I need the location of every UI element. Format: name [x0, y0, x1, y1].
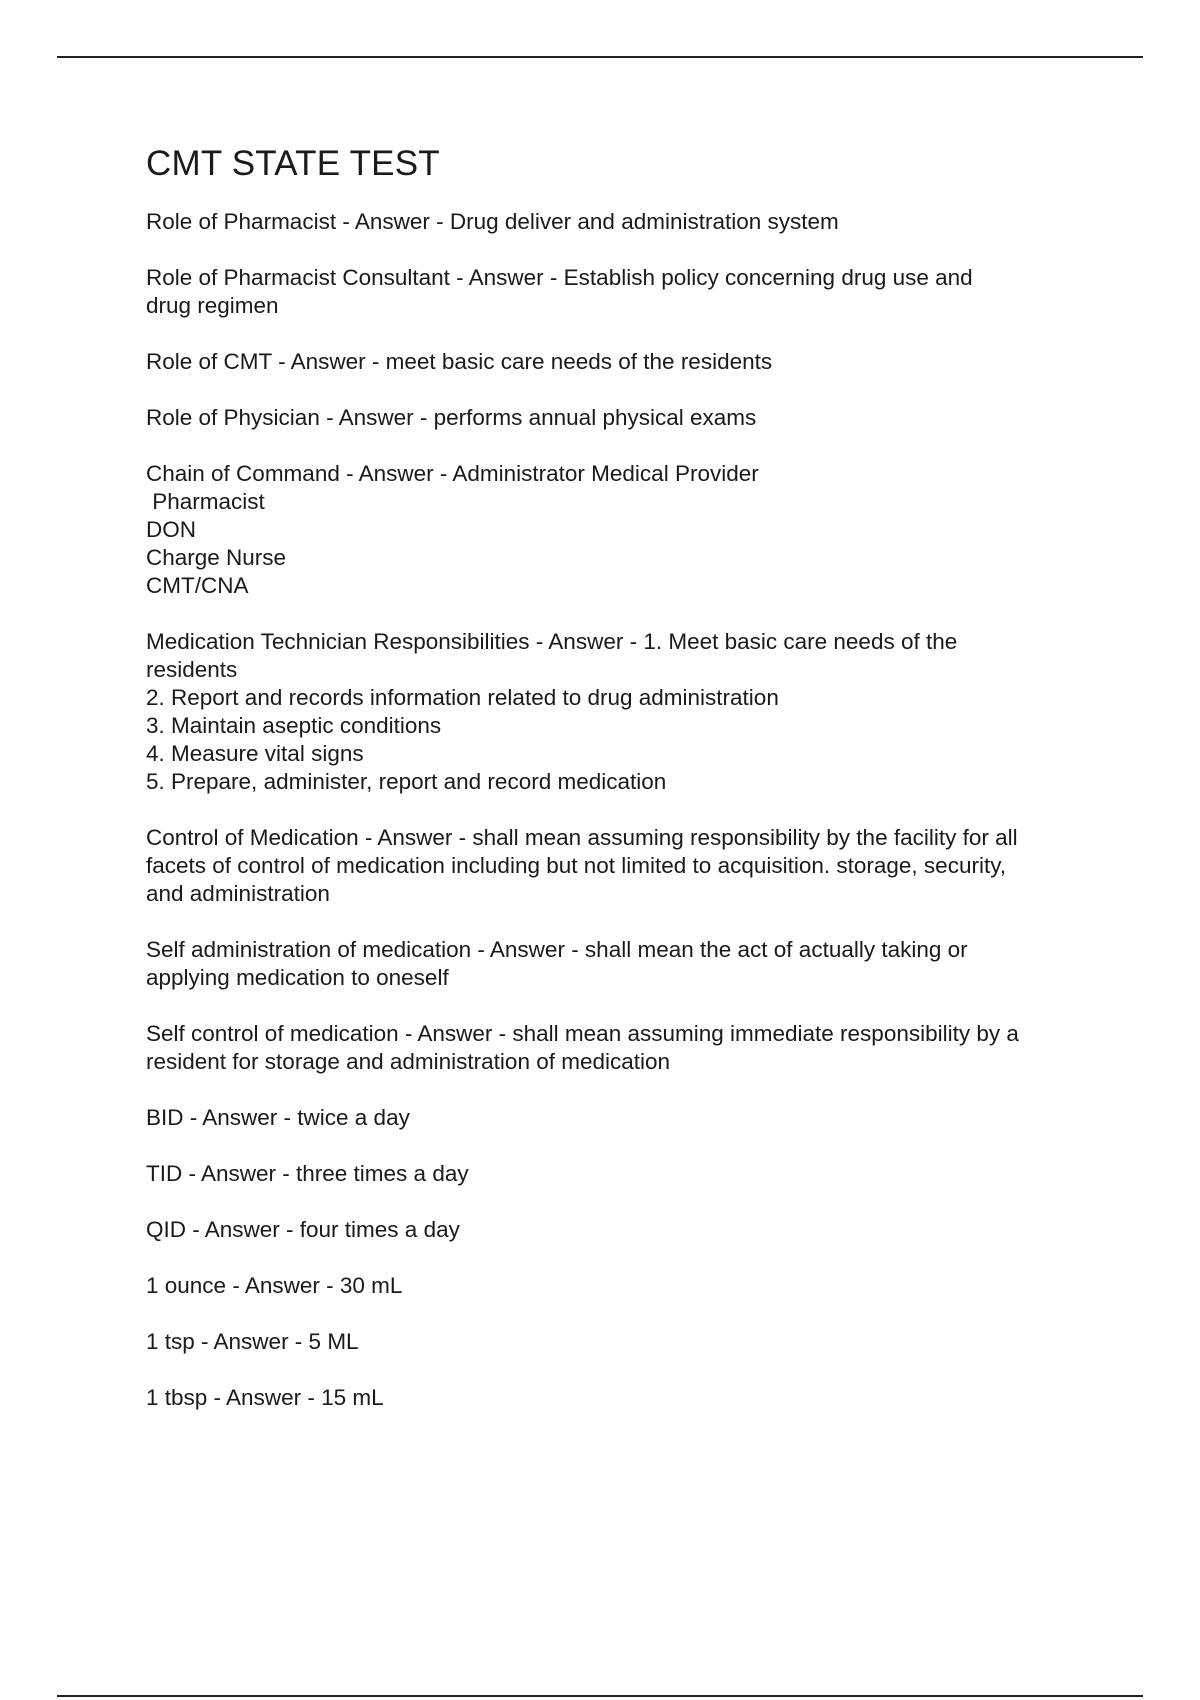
qa-entry: [146, 936, 1106, 992]
qa-line: resident for storage and administration of medication: [146, 1049, 671, 1074]
qa-line: Medication Technician Responsibilities - Answer - 1. Meet basic care needs of the: [146, 629, 958, 654]
qa-line: 3. Maintain aseptic conditions: [146, 713, 442, 738]
qa-entry: [146, 264, 1106, 320]
qa-line: Pharmacist: [146, 489, 265, 514]
qa-entry: [146, 208, 1106, 236]
qa-list: [146, 208, 1106, 1412]
qa-line: Role of Pharmacist - Answer - Drug deliver and administration system: [146, 209, 839, 234]
qa-line: residents: [146, 657, 238, 682]
qa-entry: [146, 628, 1106, 796]
qa-line: 1 ounce - Answer - 30 mL: [146, 1273, 403, 1298]
qa-entry: [146, 1216, 1106, 1244]
qa-line: 1 tsp - Answer - 5 ML: [146, 1329, 359, 1354]
qa-line: drug regimen: [146, 293, 279, 318]
qa-line: DON: [146, 517, 196, 542]
qa-line: Control of Medication - Answer - shall mean assuming responsibility by the facility for all: [146, 825, 1018, 850]
top-divider: [57, 56, 1143, 58]
qa-entry: [146, 1160, 1106, 1188]
qa-line: TID - Answer - three times a day: [146, 1161, 469, 1186]
qa-line: CMT/CNA: [146, 573, 249, 598]
qa-entry: [146, 1384, 1106, 1412]
qa-entry: [146, 404, 1106, 432]
qa-entry: [146, 1104, 1106, 1132]
qa-line: BID - Answer - twice a day: [146, 1105, 410, 1130]
qa-line: QID - Answer - four times a day: [146, 1217, 460, 1242]
qa-line: Role of Physician - Answer - performs annual physical exams: [146, 405, 757, 430]
qa-entry: [146, 348, 1106, 376]
qa-line: Self control of medication - Answer - shall mean assuming immediate responsibility by a: [146, 1021, 1019, 1046]
qa-entry: [146, 460, 1106, 600]
qa-line: 1 tbsp - Answer - 15 mL: [146, 1385, 384, 1410]
qa-entry: [146, 824, 1106, 908]
qa-line: Chain of Command - Answer - Administrator Medical Provider: [146, 461, 759, 486]
qa-line: 5. Prepare, administer, report and record medication: [146, 769, 667, 794]
bottom-divider: [57, 1695, 1143, 1697]
qa-line: applying medication to oneself: [146, 965, 449, 990]
qa-entry: [146, 1272, 1106, 1300]
qa-entry: [146, 1328, 1106, 1356]
qa-line: Role of CMT - Answer - meet basic care needs of the residents: [146, 349, 773, 374]
qa-line: Role of Pharmacist Consultant - Answer - Establish policy concerning drug use and: [146, 265, 973, 290]
qa-line: Charge Nurse: [146, 545, 287, 570]
document-body: [146, 140, 1106, 1440]
qa-line: 4. Measure vital signs: [146, 741, 364, 766]
qa-line: Self administration of medication - Answer - shall mean the act of actually taking or: [146, 937, 968, 962]
qa-entry: [146, 1020, 1106, 1076]
qa-line: 2. Report and records information related to drug administration: [146, 685, 779, 710]
document-title: CMT STATE TEST: [146, 144, 440, 183]
qa-line: and administration: [146, 881, 330, 906]
qa-line: facets of control of medication including but not limited to acquisition. storage, security,: [146, 853, 1007, 878]
